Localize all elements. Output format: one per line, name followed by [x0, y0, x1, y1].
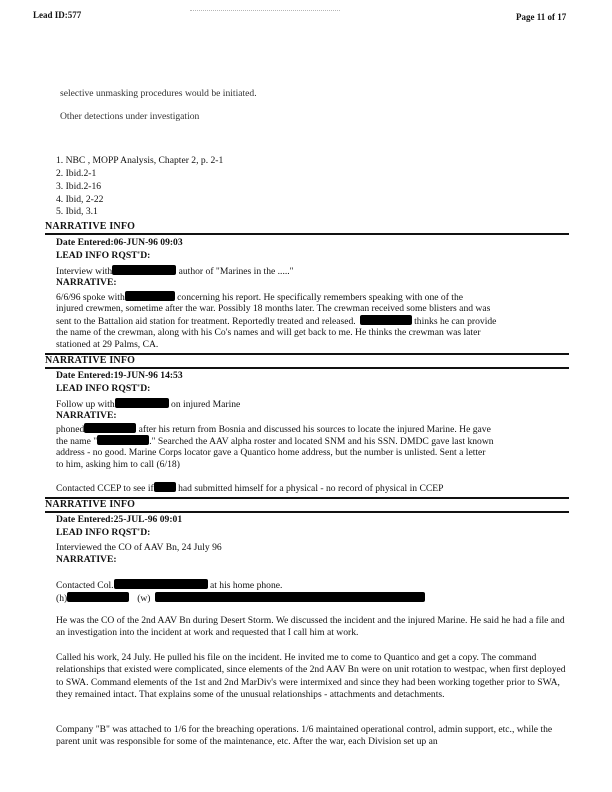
header-scribble [190, 2, 340, 11]
narrative-info-heading-3: NARRATIVE INFO [45, 499, 136, 510]
lead-info-text-3: Interviewed the CO of AAV Bn, 24 July 96 [56, 542, 222, 553]
narrative-info-heading-2: NARRATIVE INFO [45, 355, 136, 366]
lead-id: Lead ID:577 [33, 10, 82, 20]
narrative-1-line-3: sent to the Battalion aid station for treatment. Reportedly treated and released. thinks he can provide [56, 316, 497, 327]
redaction-block [112, 265, 176, 275]
lead-info-label-3: LEAD INFO RQST'D: [56, 527, 151, 538]
narrative-1-line-4: the name of the crewman, along with his Co's names and will get back to me. He thinks the crewman was later [56, 327, 481, 338]
lead-info-text-1: Interview with author of "Marines in the ....." [56, 266, 294, 277]
reference-1: 1. NBC , MOPP Analysis, Chapter 2, p. 2-1 [56, 155, 224, 166]
redaction-block [154, 482, 176, 492]
narrative-2-line-5: Contacted CCEP to see if had submitted himself for a physical - no record of physical in CCEP [56, 483, 444, 494]
narrative-2-line-2: the name " ." Searched the AAV alpha roster and located SNM and his SSN. DMDC gave last known [56, 436, 494, 447]
page-number: Page 11 of 17 [516, 12, 567, 22]
lead-info-text-2: Follow up with on injured Marine [56, 399, 241, 410]
narrative-info-heading-1: NARRATIVE INFO [45, 221, 136, 232]
reference-5: 5. Ibid, 3.1 [56, 206, 98, 217]
redaction-block [114, 579, 208, 589]
narrative-label-2: NARRATIVE: [56, 410, 117, 421]
narrative-3-paragraph-3: Company "B" was attached to 1/6 for the breaching operations. 1/6 maintained operational control, admin support, etc., while the parent unit was responsible for some of the maintenance, etc. After the war, each Division set up an [56, 724, 553, 748]
narrative-label-3: NARRATIVE: [56, 554, 117, 565]
lead-info-label-2: LEAD INFO RQST'D: [56, 383, 151, 394]
narrative-2-line-3: address - no good. Marine Corps locator gave a Quantico home address, but the number is unlisted. Sent a letter [56, 447, 486, 458]
narrative-label-1: NARRATIVE: [56, 277, 117, 288]
redaction-block [155, 592, 425, 602]
narrative-3-line-2: (h) (w) [56, 592, 425, 605]
narrative-1-line-2: injured crewmen, sometime after the war. Possibly 18 months later. The crewman received some blisters and was [56, 303, 491, 314]
section-rule-2 [45, 367, 569, 369]
redaction-block [84, 423, 136, 433]
narrative-2-line-4: to him, asking him to call (6/18) [56, 459, 180, 470]
date-entered-1: Date Entered:06-JUN-96 09:03 [56, 237, 183, 248]
intro-line-2: Other detections under investigation [60, 111, 200, 122]
intro-line-1: selective unmasking procedures would be initiated. [60, 88, 257, 99]
date-entered-2: Date Entered:19-JUN-96 14:53 [56, 370, 183, 381]
lead-info-label-1: LEAD INFO RQST'D: [56, 250, 151, 261]
date-entered-3: Date Entered:25-JUL-96 09:01 [56, 514, 183, 525]
narrative-2-line-1: phoned after his return from Bosnia and discussed his sources to locate the injured Marine. He gave [56, 424, 491, 435]
reference-4: 4. Ibid, 2-22 [56, 194, 104, 205]
narrative-1-line-5: stationed at 29 Palms, CA. [56, 339, 159, 350]
narrative-1-line-1: 6/6/96 spoke with concerning his report. He specifically remembers speaking with one of the [56, 292, 464, 303]
redaction-block [125, 291, 175, 301]
redaction-block [67, 592, 129, 602]
redaction-block [115, 398, 169, 408]
redaction-block [360, 315, 412, 325]
narrative-3-paragraph-2: Called his work, 24 July. He pulled his file on the incident. He invited me to come to Quantico and get a copy. The command relationships that existed were complicated, since elements of the 2nd AAV Bn were on unit rotation to westpac, when first deployed to SWA. Command elements of the 1st and 2nd MarDiv's were intermixed and since they had been working together prior to SWA, they remained intact. That explains some of the unusual relationships - attachments and detachments. [56, 652, 566, 701]
reference-2: 2. Ibid.2-1 [56, 168, 97, 179]
section-rule-3 [45, 511, 569, 513]
narrative-3-line-1: Contacted Col. at his home phone. [56, 580, 283, 591]
section-rule-1 [45, 233, 569, 235]
reference-3: 3. Ibid.2-16 [56, 181, 102, 192]
redaction-block [97, 435, 149, 445]
narrative-3-paragraph-1: He was the CO of the 2nd AAV Bn during Desert Storm. We discussed the incident and the injured Marine. He said he had a file and an investigation into the incident at work and requested that I call him at work. [56, 615, 565, 639]
